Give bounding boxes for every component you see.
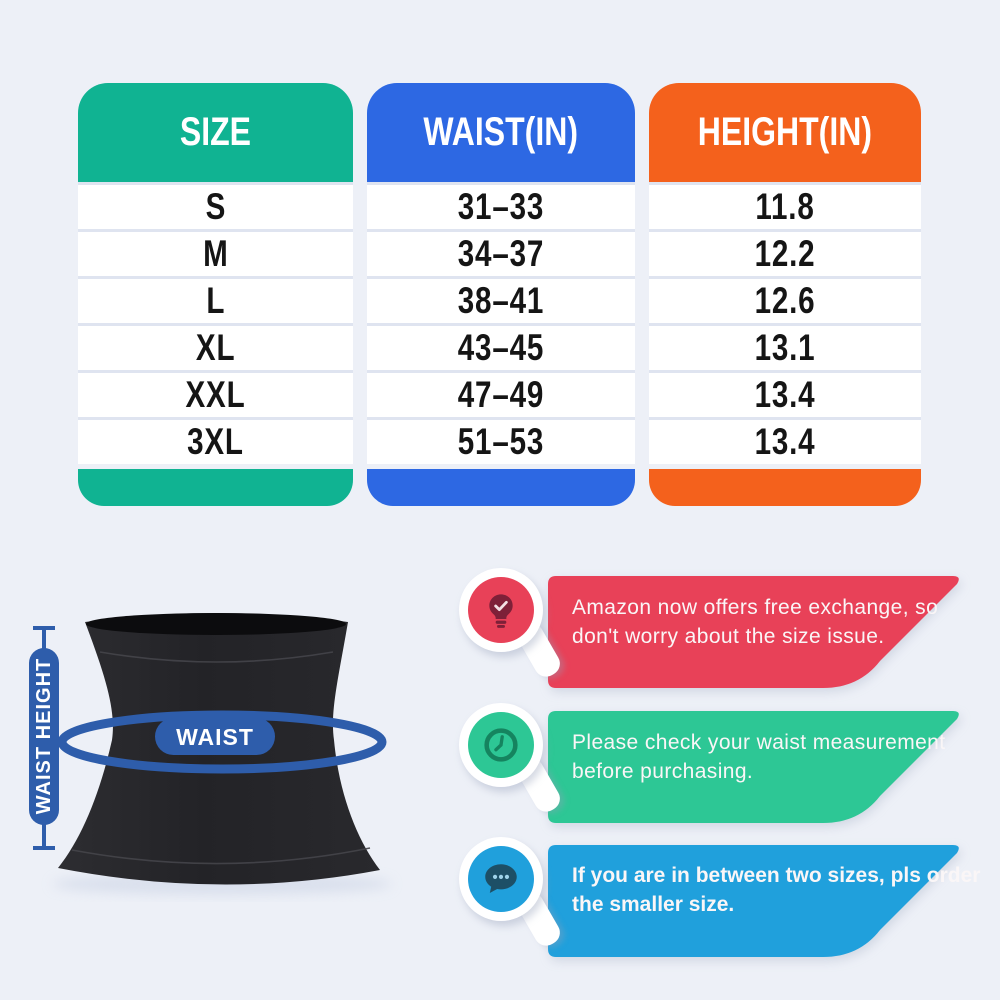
waist-column-header	[367, 83, 635, 182]
cell-value: 11.8	[755, 186, 815, 227]
size-column-rows	[78, 182, 353, 464]
table-cell	[367, 185, 635, 232]
table-cell	[367, 279, 635, 326]
cell-value: 51–53	[457, 421, 545, 462]
lightbulb-check-icon	[468, 577, 534, 643]
chat-dots-icon	[468, 846, 534, 912]
waist-trainer-diagram	[8, 588, 440, 918]
trainer-opening	[86, 613, 346, 635]
cell-value: XXL	[185, 374, 246, 415]
table-cell	[367, 326, 635, 373]
callout-text-line: the smaller size.	[572, 893, 735, 916]
callout-text	[572, 861, 981, 919]
size-chart-table	[78, 83, 921, 506]
waist-column	[367, 83, 635, 506]
table-cell	[367, 232, 635, 279]
waist-column-rows	[367, 182, 635, 464]
table-cell	[78, 420, 353, 464]
clock-glyph	[480, 724, 522, 766]
height-header-label: HEIGHT(IN)	[697, 110, 873, 154]
cell-value: XL	[195, 327, 236, 368]
table-cell	[78, 279, 353, 326]
cell-value: 12.2	[754, 233, 816, 274]
size-column-header	[78, 83, 353, 182]
cell-value: M	[202, 233, 229, 274]
cell-value: 13.4	[754, 421, 816, 462]
height-column-footer-bar	[649, 469, 921, 506]
height-column-header	[649, 83, 921, 182]
callout-text	[572, 593, 972, 651]
table-cell	[649, 420, 921, 464]
callout-text-line: Amazon now offers free exchange, so	[572, 596, 939, 619]
table-cell	[78, 326, 353, 373]
table-cell	[649, 326, 921, 373]
table-cell	[649, 279, 921, 326]
table-cell	[367, 373, 635, 420]
callout-badge	[459, 837, 543, 921]
callout-text-line: If you are in between two sizes, pls order	[572, 864, 981, 887]
lightbulb-glyph	[481, 590, 521, 630]
waist-height-label: WAIST HEIGHT	[33, 657, 55, 815]
waist-label-group	[155, 718, 275, 755]
callout-badge	[459, 568, 543, 652]
callout-text	[572, 728, 972, 786]
table-cell	[78, 373, 353, 420]
callout-text-line: before purchasing.	[572, 760, 754, 783]
table-cell	[78, 185, 353, 232]
cell-value: L	[206, 280, 225, 321]
table-cell	[649, 373, 921, 420]
cell-value: 31–33	[457, 186, 545, 227]
chat-glyph	[480, 858, 522, 900]
size-column	[78, 83, 353, 506]
size-header-label: SIZE	[179, 110, 252, 154]
cell-value: 12.6	[754, 280, 816, 321]
waist-height-measure	[29, 628, 59, 848]
cell-value: 47–49	[457, 374, 545, 415]
cell-value: 3XL	[187, 421, 244, 462]
callout-between-sizes	[459, 837, 981, 997]
cell-value: 38–41	[457, 280, 545, 321]
height-column	[649, 83, 921, 506]
size-column-footer-bar	[78, 469, 353, 506]
waist-header-label: WAIST(IN)	[423, 110, 579, 154]
table-cell	[649, 185, 921, 232]
callout-text-line: Please check your waist measurement	[572, 731, 946, 754]
cell-value: 13.4	[754, 374, 816, 415]
cell-value: 13.1	[754, 327, 816, 368]
table-cell	[649, 232, 921, 279]
cell-value: 34–37	[457, 233, 545, 274]
cell-value: 43–45	[457, 327, 545, 368]
height-column-rows	[649, 182, 921, 464]
table-cell	[78, 232, 353, 279]
waist-label: WAIST	[176, 724, 254, 750]
table-cell	[367, 420, 635, 464]
cell-value: S	[205, 186, 226, 227]
callout-badge	[459, 703, 543, 787]
waist-column-footer-bar	[367, 469, 635, 506]
callout-text-line: don't worry about the size issue.	[572, 625, 885, 648]
clock-icon	[468, 712, 534, 778]
